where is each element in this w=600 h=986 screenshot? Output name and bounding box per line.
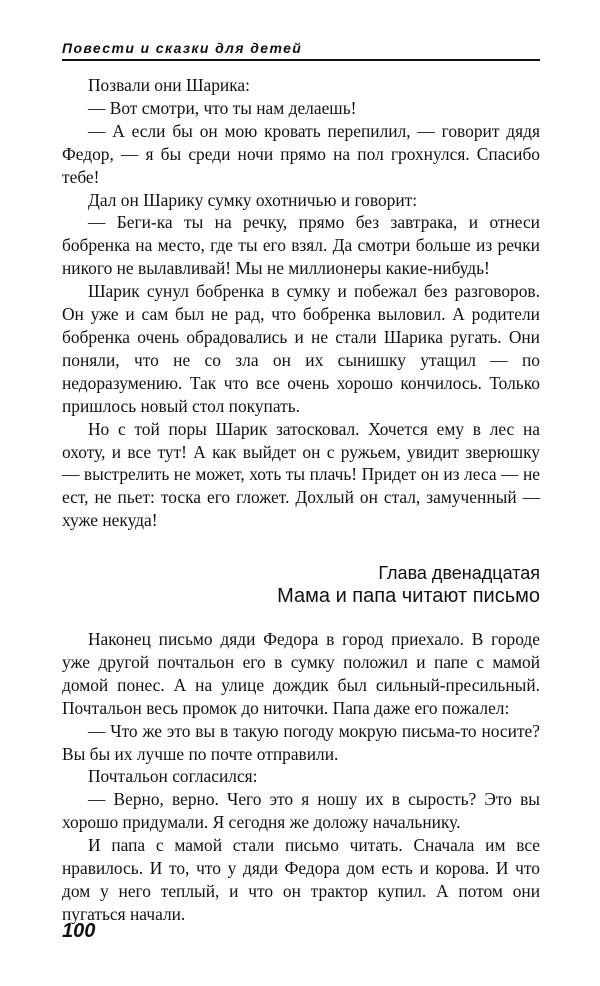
chapter-number: Глава двенадцатая [378, 563, 540, 583]
header-rule [62, 59, 540, 61]
paragraph: Позвали они Шарика: [88, 75, 250, 95]
text-block-1 [62, 74, 540, 532]
paragraph: Дал он Шарику сумку охотничью и говорит: [88, 189, 418, 210]
paragraph: — Вот смотри, что ты нам делаешь! [88, 97, 357, 118]
running-header: Повести и сказки для детей [62, 40, 303, 56]
paragraph: Почтальон согласился: [88, 766, 258, 787]
paragraph: — Беги-ка ты на речку, прямо без завтрака, и отнеси бобренка на место, где ты его взял. Да смотри больше из речки никого не вылавливай! Мы не миллионеры какие-нибудь! [62, 212, 540, 279]
paragraph: И папа с мамой стали письмо читать. Сначала им все нравилось. И то, что у дяди Федора дом есть и корова. И что дом у него теплый, и что он трактор купил. А потом они пугаться начали. [62, 835, 540, 924]
paragraph: — Верно, верно. Чего это я ношу их в сырость? Это вы хорошо придумали. Я сегодня же доложу начальнику. [62, 789, 540, 833]
chapter-title: Мама и папа читают письмо [277, 585, 540, 607]
paragraph: Шарик сунул бобренка в сумку и побежал без разговоров. Он уже и сам был не рад, что бобренка выловил. А родители бобренка очень обрадовались и не стали Шарика ругать. Они поняли, что не со зла он их сынишку утащил — по недоразумению. Так что все очень хорошо кончилось. Только пришлось новый стол покупать. [62, 281, 540, 416]
text-block-2 [62, 628, 540, 926]
paragraph: — А если бы он мою кровать перепилил, — говорит дядя Федор, — я бы среди ночи прямо на пол грохнулся. Спасибо тебе! [62, 120, 540, 187]
chapter-heading [62, 562, 540, 608]
paragraph: — Что же это вы в такую погоду мокрую письма-то носите? Вы бы их лучше по почте отправили. [62, 720, 540, 764]
paragraph: Наконец письмо дяди Федора в город приехало. В городе уже другой почтальон его в сумку положил и папе с мамой домой понес. А на улице дождик был сильный-пресильный. Почтальон весь промок до ниточки. Папа даже его пожалел: [62, 629, 540, 718]
page-number: 100 [62, 920, 96, 942]
paragraph: Но с той поры Шарик затосковал. Хочется ему в лес на охоту, и все тут! А как выйдет он с ружьем, увидит зверюшку — выстрелить не может, хоть ты плачь! Придет он из леса — не ест, не пьет: тоска его гложет. Дохлый он стал, замученный — хуже некуда! [62, 418, 540, 531]
